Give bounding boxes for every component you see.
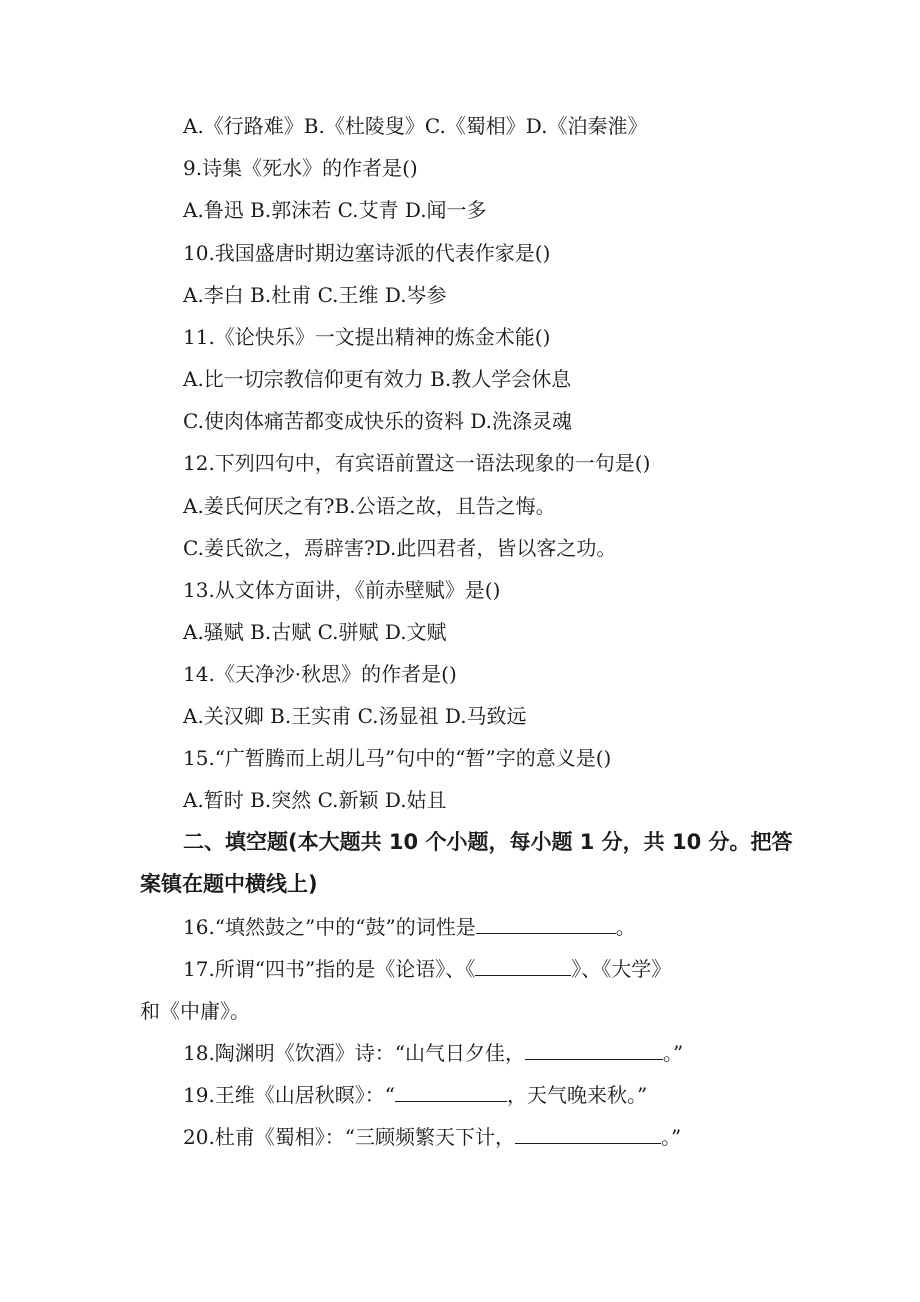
q17-continuation: 和《中庸》。 <box>140 999 250 1023</box>
q18-fill <box>183 1038 683 1068</box>
q13-question: 13.从文体方面讲，《前赤壁赋》是() <box>183 578 501 602</box>
q13-options: A.骚赋 B.古赋 C.骈赋 D.文赋 <box>183 620 447 644</box>
q19-answer-blank[interactable] <box>395 1081 507 1102</box>
q11-question: 11.《论快乐》一文提出精神的炼金术能() <box>183 325 551 349</box>
q12-question: 12.下列四句中，有宾语前置这一语法现象的一句是() <box>183 451 651 475</box>
section2-heading-line2: 案镇在题中横线上) <box>140 872 318 896</box>
q9-options: A.鲁迅 B.郭沫若 C.艾青 D.闻一多 <box>183 198 487 222</box>
q19-fill <box>183 1080 647 1110</box>
q20-fill <box>183 1122 681 1152</box>
q20-answer-blank[interactable] <box>515 1123 661 1144</box>
q19-end: ，天气晚来秋。” <box>507 1083 648 1107</box>
q18-text: 18.陶渊明《饮酒》诗：“山气日夕佳， <box>183 1041 526 1065</box>
q10-options: A.李白 B.杜甫 C.王维 D.岑参 <box>183 283 447 307</box>
q15-options: A.暂时 B.突然 C.新颖 D.姑且 <box>183 788 447 812</box>
q16-answer-blank[interactable] <box>476 913 616 934</box>
section2-heading-line1: 二、填空题(本大题共 10 个小题，每小题 1 分，共 10 分。把答 <box>183 830 793 854</box>
q14-options: A.关汉卿 B.王实甫 C.汤显祖 D.马致远 <box>183 704 527 728</box>
q17-text: 17.所谓“四书”指的是《论语》、《 <box>183 957 476 981</box>
q17-fill <box>183 954 671 984</box>
q17-end: 》、《大学》 <box>571 957 672 981</box>
q17-answer-blank[interactable] <box>475 955 571 976</box>
q9-question: 9.诗集《死水》的作者是() <box>183 156 418 180</box>
q15-question: 15.“广暂腾而上胡儿马”句中的“暂”字的意义是() <box>183 746 612 770</box>
q19-text: 19.王维《山居秋暝》：“ <box>183 1083 396 1107</box>
q12-options-cd: C.姜氏欲之，焉辟害?D.此四君者，皆以客之功。 <box>183 536 617 560</box>
q10-question: 10.我国盛唐时期边塞诗派的代表作家是() <box>183 241 551 265</box>
q18-end: 。” <box>663 1041 684 1065</box>
q14-question: 14.《天净沙·秋思》的作者是() <box>183 662 457 686</box>
q20-text: 20.杜甫《蜀相》：“三顾频繁天下计， <box>183 1125 516 1149</box>
q16-text: 16.“填然鼓之”中的“鼓”的词性是 <box>183 915 476 939</box>
q16-end: 。 <box>615 915 636 939</box>
q16-fill <box>183 912 636 942</box>
q18-answer-blank[interactable] <box>525 1039 663 1060</box>
q20-end: 。” <box>661 1125 682 1149</box>
q11-options-ab: A.比一切宗教信仰更有效力 B.教人学会休息 <box>183 367 572 391</box>
q8-options: A.《行路难》B.《杜陵叟》C.《蜀相》D.《泊秦淮》 <box>183 114 648 138</box>
q11-options-cd: C.使肉体痛苦都变成快乐的资料 D.洗涤灵魂 <box>183 409 572 433</box>
q12-options-ab: A.姜氏何厌之有?B.公语之故，且告之悔。 <box>183 494 556 518</box>
